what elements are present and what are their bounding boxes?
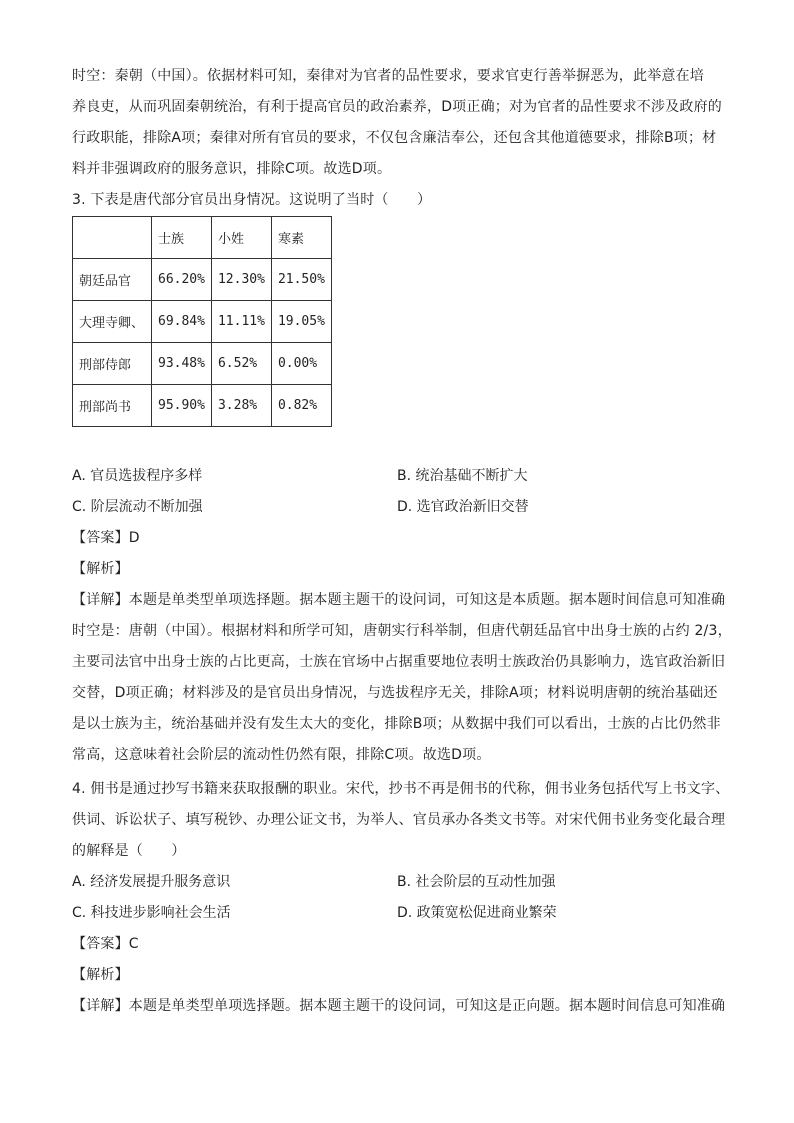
table-cell: 66.20% (152, 259, 212, 301)
table-cell: 21.50% (271, 259, 331, 301)
q4-option-c: C. 科技进步影响社会生活 (72, 905, 231, 921)
q4-option-b: B. 社会阶层的互动性加强 (397, 874, 556, 890)
q3-detail-line: 【详解】本题是单类型单项选择题。据本题主题干的设问词，可知这是本质题。据本题时间信息可知准确 (72, 592, 726, 608)
q2-explanation-line: 养良吏，从而巩固秦朝统治，有利于提高官员的政治素养，D项正确；对为官者的品性要求不涉及政府的 (72, 99, 722, 115)
q3-option-c: C. 阶层流动不断加强 (72, 499, 203, 515)
official-origin-table (72, 216, 332, 427)
table-header-cell: 寒素 (271, 217, 331, 259)
table-row-label: 大理寺卿、 (73, 301, 152, 343)
table-header-cell: 士族 (152, 217, 212, 259)
q3-option-a: A. 官员选拔程序多样 (72, 468, 203, 484)
table-cell: 12.30% (211, 259, 271, 301)
q4-answer: 【答案】C (72, 936, 139, 952)
q3-option-b: B. 统治基础不断扩大 (397, 468, 528, 484)
q4-analysis-label: 【解析】 (72, 967, 129, 983)
q4-stem-line: 供词、诉讼状子、填写税钞、办理公证文书，为举人、官员承办各类文书等。对宋代佣书业务变化最合理 (72, 812, 726, 828)
table-cell: 0.82% (271, 385, 331, 427)
table-cell: 69.84% (152, 301, 212, 343)
q4-detail-line: 【详解】本题是单类型单项选择题。据本题主题干的设问词，可知这是正向题。据本题时间信息可知准确 (72, 998, 726, 1014)
table-cell: 19.05% (271, 301, 331, 343)
q4-option-d: D. 政策宽松促进商业繁荣 (397, 905, 557, 921)
table-header-cell: 小姓 (211, 217, 271, 259)
q4-stem-line: 4. 佣书是通过抄写书籍来获取报酬的职业。宋代，抄书不再是佣书的代称，佣书业务包括代写上书文字、 (72, 781, 730, 797)
table-header-row (73, 217, 332, 259)
table-row (73, 343, 332, 385)
q4-stem-line: 的解释是（ ） (72, 843, 186, 859)
table-row-label: 刑部尚书 (73, 385, 152, 427)
table-cell: 95.90% (152, 385, 212, 427)
table-cell: 6.52% (211, 343, 271, 385)
q3-detail-line: 时空是：唐朝（中国）。根据材料和所学可知，唐朝实行科举制，但唐代朝廷品官中出身士族的占约 2/3， (72, 623, 732, 639)
table-cell: 3.28% (211, 385, 271, 427)
table-row (73, 301, 332, 343)
q2-explanation-line: 料并非强调政府的服务意识，排除C项。故选D项。 (72, 161, 392, 177)
q3-stem: 3. 下表是唐代部分官员出身情况。这说明了当时（ ） (72, 192, 432, 208)
table-header-cell (73, 217, 152, 259)
q3-detail-line: 主要司法官中出身士族的占比更高，士族在官场中占据重要地位表明士族政治仍具影响力，选官政治新旧 (72, 654, 726, 670)
table-row (73, 385, 332, 427)
table-row-label: 朝廷品官 (73, 259, 152, 301)
table-cell: 93.48% (152, 343, 212, 385)
table-row (73, 259, 332, 301)
q3-detail-line: 是以士族为主，统治基础并没有发生太大的变化，排除B项；从数据中我们可以看出，士族的占比仍然非 (72, 716, 721, 732)
q3-answer: 【答案】D (72, 530, 140, 546)
q2-explanation-line: 时空：秦朝（中国）。依据材料可知，秦律对为官者的品性要求，要求官吏行善举摒恶为，此举意在培 (72, 68, 704, 84)
q4-option-a: A. 经济发展提升服务意识 (72, 874, 231, 890)
q3-analysis-label: 【解析】 (72, 561, 129, 577)
q3-detail-line: 交替，D项正确；材料涉及的是官员出身情况，与选拔程序无关，排除A项；材料说明唐朝的统治基础还 (72, 685, 718, 701)
table-cell: 0.00% (271, 343, 331, 385)
q2-explanation-line: 行政职能，排除A项；秦律对所有官员的要求，不仅包含廉洁奉公，还包含其他道德要求，排除B项；材 (72, 130, 717, 146)
table-row-label: 刑部侍郎 (73, 343, 152, 385)
q3-option-d: D. 选官政治新旧交替 (397, 499, 529, 515)
q3-detail-line: 常高，这意味着社会阶层的流动性仍然有限，排除C项。故选D项。 (72, 747, 491, 763)
table-cell: 11.11% (211, 301, 271, 343)
